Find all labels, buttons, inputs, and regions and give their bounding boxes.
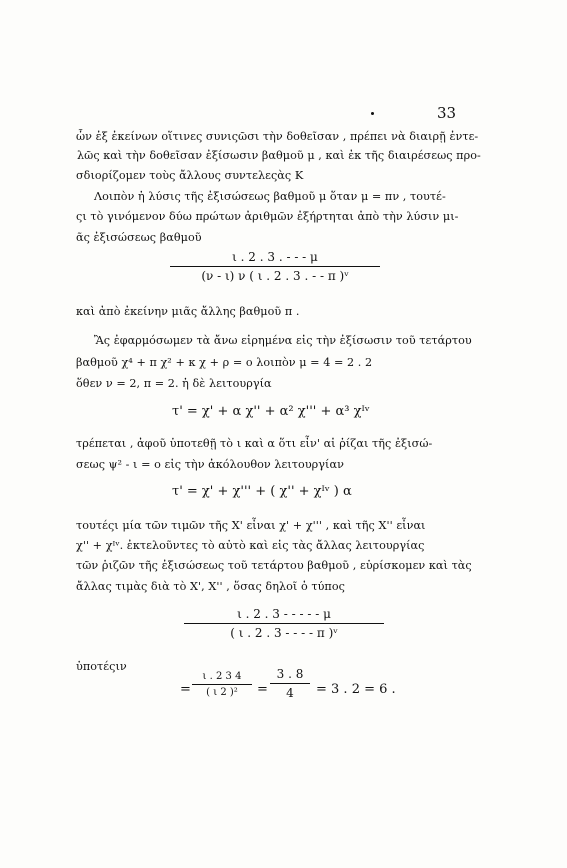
fraction-bar xyxy=(270,683,310,684)
page-number: 33 xyxy=(437,104,457,122)
text-line-14: χ'' + χᴵᵛ. ἐκτελοῦντες τὸ αὐτὸ καὶ εἰς τὰς ἄλλας λειτουργίας xyxy=(76,539,425,552)
text-line-2: λῶς καὶ τὴν δοθεῖσαν ἐξίσωσιν βαθμοῦ μ , καὶ ἐκ τῆς διαιρέσεως προ- xyxy=(77,149,481,162)
formula-4-denominator: ( ι . 2 . 3 - - - - π )ᵛ xyxy=(230,626,338,640)
text-line-4: Λοιπὸν ἡ λύσις τῆς ἐξισώσεως βαθμοῦ μ ὅταν μ = πν , τουτέ- xyxy=(94,190,446,203)
text-line-12: σεως ψ² - ι = ο εἰς τὴν ἀκόλουθον λειτουργίαν xyxy=(76,458,344,471)
text-line-15: τῶν ῥιζῶν τῆς ἐξισώσεως τοῦ τετάρτου βαθμοῦ , εὑρίσκομεν καὶ τὰς xyxy=(76,559,472,572)
text-line-5: ςι τὸ γινόμενον δύω πρώτων ἀριθμῶν ἐξήρτηται ἀπὸ τὴν λύσιν μι- xyxy=(76,210,459,223)
formula-4-numerator: ι . 2 . 3 - - - - - μ xyxy=(237,607,331,621)
formula-fraction-1 xyxy=(170,250,380,283)
formula-fraction-4 xyxy=(184,607,384,640)
formula-5-lead: = xyxy=(180,682,191,697)
formula-5b-numerator: 3 . 8 xyxy=(276,667,304,681)
text-line-17: ὑποτέςιν xyxy=(76,660,127,673)
fraction-bar xyxy=(170,266,380,267)
formula-5-tail: = 3 . 2 = 6 . xyxy=(316,682,396,697)
text-line-3: σδιορίζομεν τοὺς ἄλλους συντελεςὰς Κ xyxy=(76,169,304,182)
text-line-8: Ἂς ἐφαρμόσωμεν τὰ ἄνω εἰρημένα εἰς τὴν ἐξίσωσιν τοῦ τετάρτου xyxy=(94,334,472,347)
formula-5b-denominator: 4 xyxy=(286,686,294,700)
text-line-10: ὅθεν ν = 2, π = 2. ἡ δὲ λειτουργία xyxy=(76,377,272,390)
formula-5a-denominator: ( ι 2 )² xyxy=(206,687,238,698)
text-line-16: ἄλλας τιμὰς διὰ τὸ Χ', Χ'' , ὅσας δηλοῖ ὁ τύπος xyxy=(76,580,345,593)
formula-1-denominator: (ν - ι) ν ( ι . 2 . 3 . - - π )ᵛ xyxy=(201,269,349,283)
ink-dot xyxy=(371,112,374,115)
formula-3: τ' = χ' + χ''' + ( χ'' + χᴵᵛ ) α xyxy=(172,484,352,499)
text-line-13: τουτέςι μία τῶν τιμῶν τῆς Χ' εἶναι χ' + χ''' , καὶ τῆς Χ'' εἶναι xyxy=(76,519,426,532)
text-line-7: καὶ ἀπὸ ἐκείνην μιᾶς ἄλλης βαθμοῦ π . xyxy=(76,305,300,318)
formula-2: τ' = χ' + α χ'' + α² χ''' + α³ χᴵᵛ xyxy=(172,404,370,419)
formula-5-mid: = xyxy=(257,682,268,697)
fraction-bar xyxy=(184,623,384,624)
formula-5-fraction-b xyxy=(270,667,310,700)
formula-5a-numerator: ι . 2 3 4 xyxy=(202,671,242,682)
text-line-6: ᾶς ἐξισώσεως βαθμοῦ xyxy=(76,231,202,244)
fraction-bar xyxy=(192,684,252,685)
formula-1-numerator: ι . 2 . 3 . - - - μ xyxy=(232,250,318,264)
formula-5-fraction-a xyxy=(192,671,252,698)
text-line-9: βαθμοῦ χ⁴ + π χ² + κ χ + ρ = ο λοιπὸν μ = 4 = 2 . 2 xyxy=(76,356,373,369)
text-line-1: ὧν ἐξ ἐκείνων οἵτινες συνιςῶσι τὴν δοθεῖσαν , πρέπει νὰ διαιρῇ ἐντε- xyxy=(76,130,479,143)
text-line-11: τρέπεται , ἀφοῦ ὑποτεθῇ τὸ ι καὶ α ὅτι εἶν' αἱ ῥίζαι τῆς ἐξισώ- xyxy=(76,437,433,450)
